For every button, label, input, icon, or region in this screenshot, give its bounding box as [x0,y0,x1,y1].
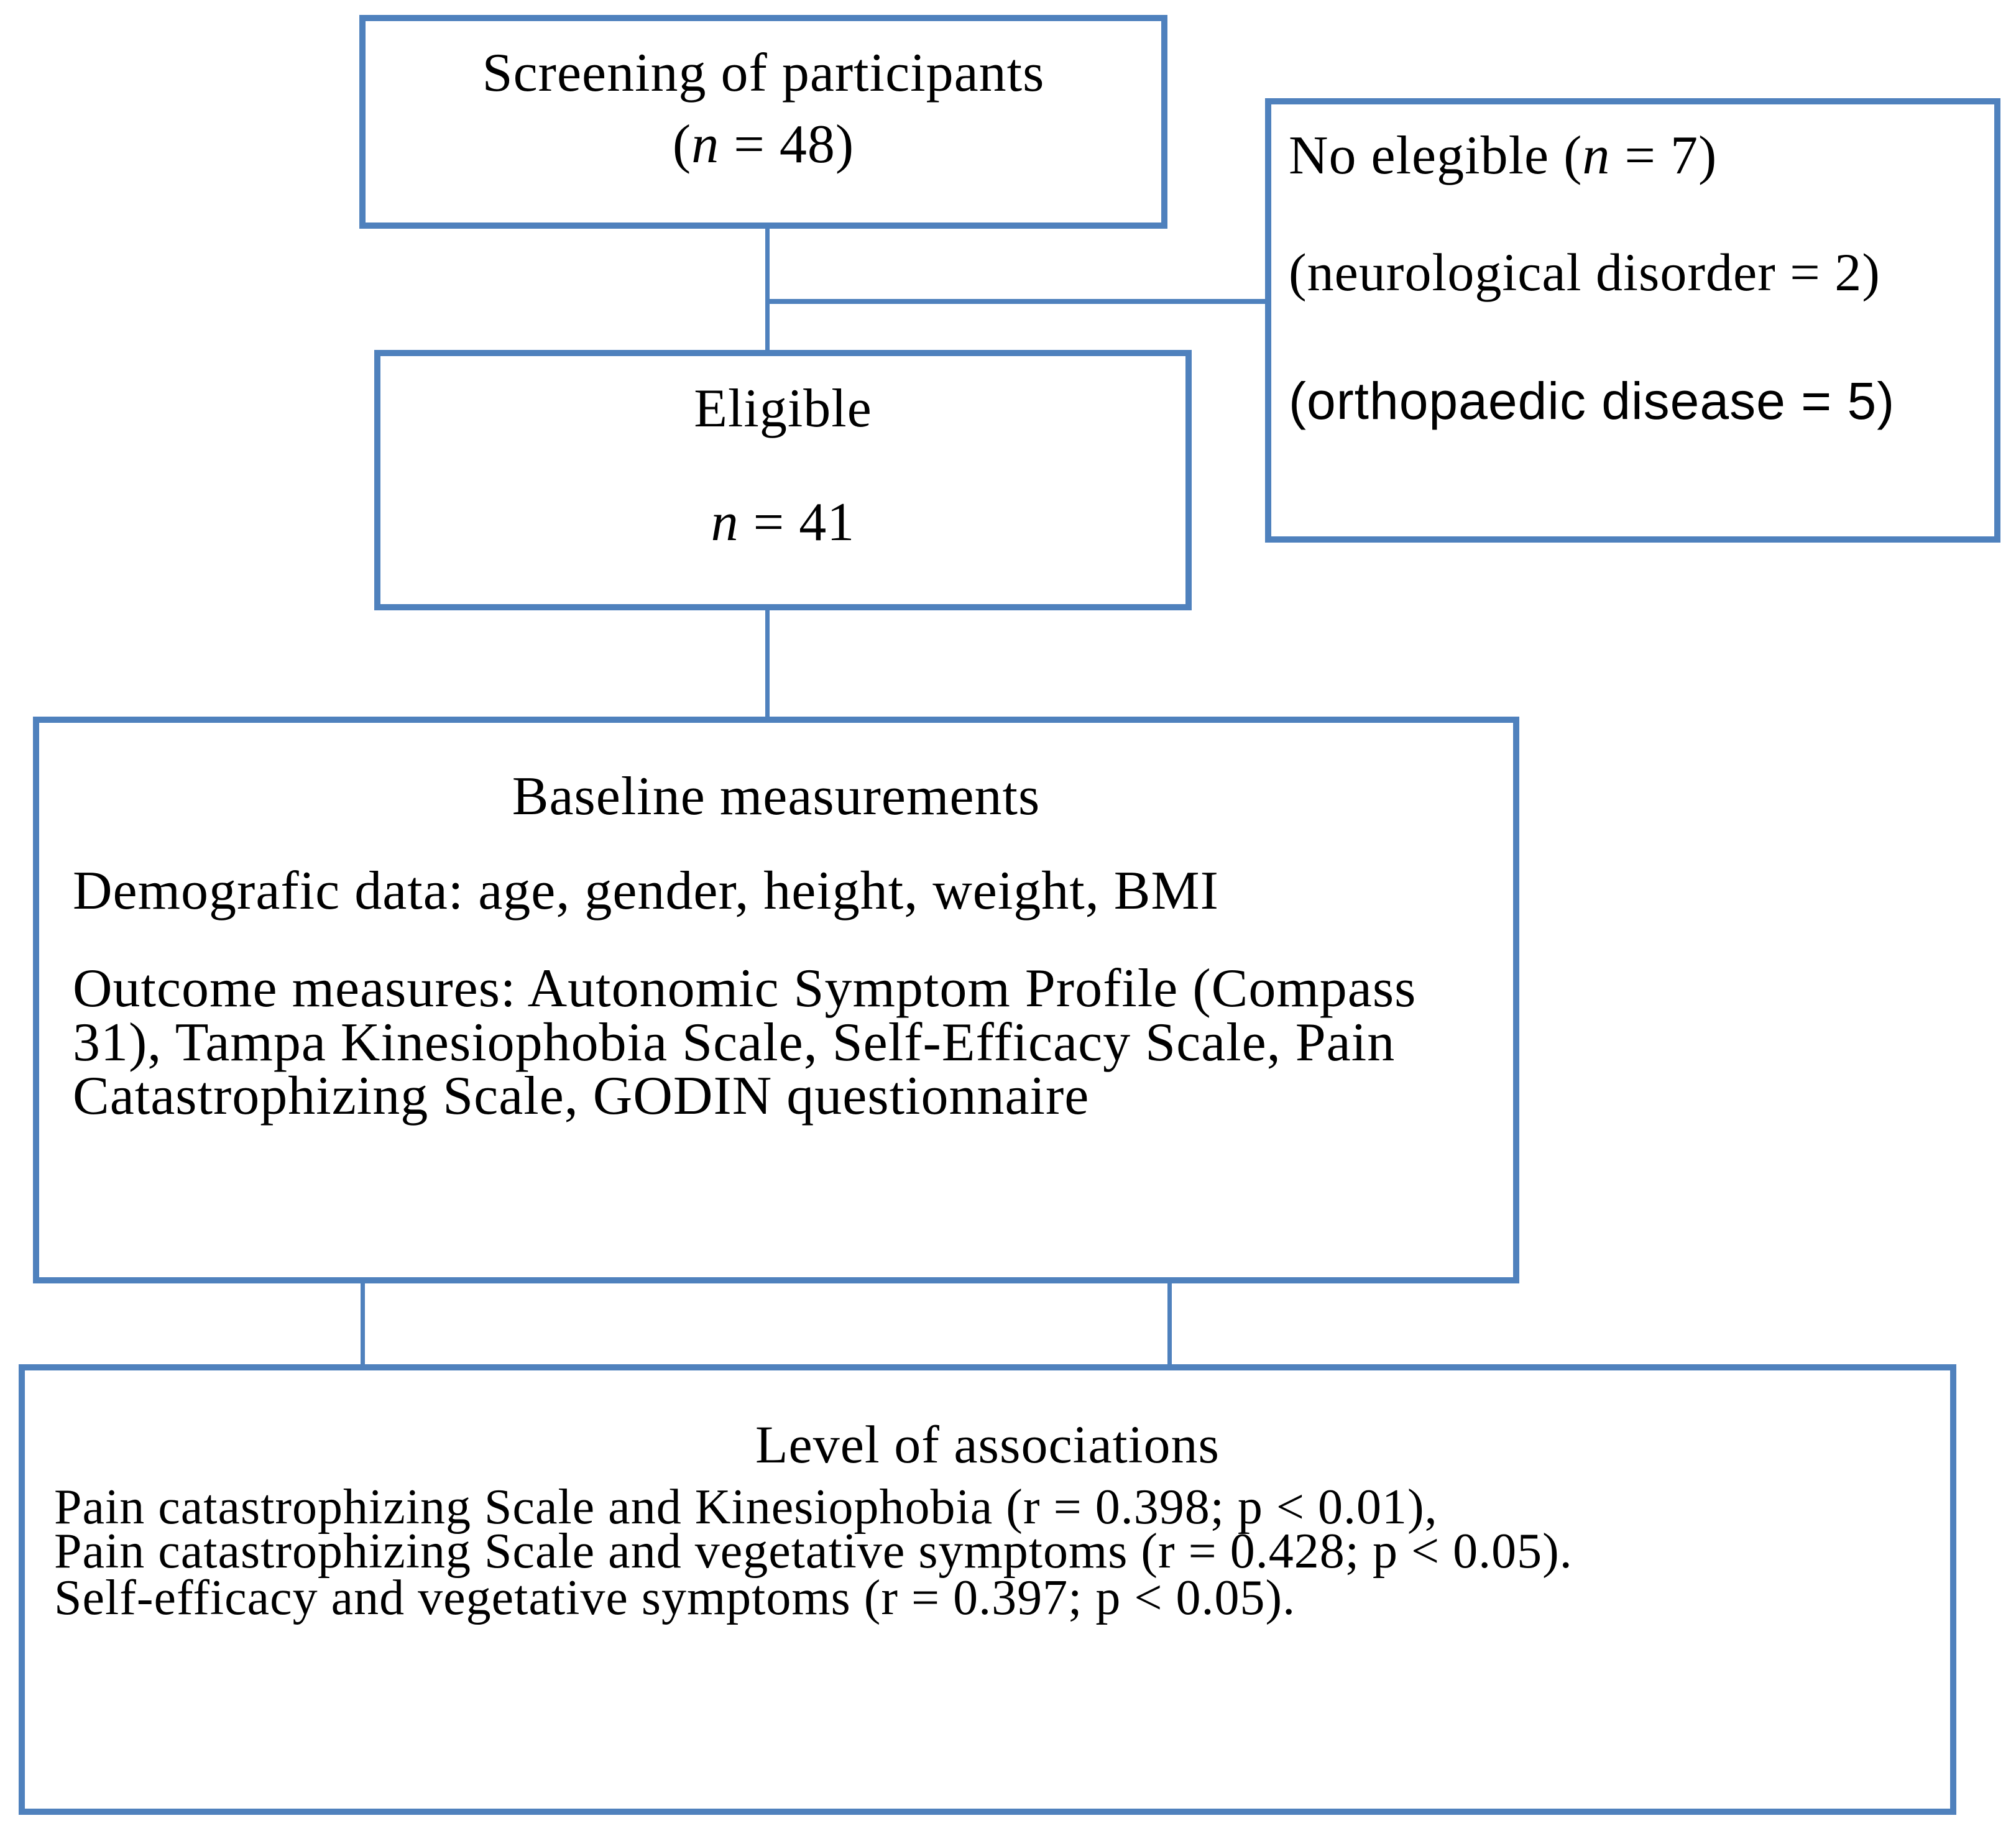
eligible-count [380,492,1185,553]
eligible-count-var: n [711,492,739,553]
screening-count-var: n [691,114,720,175]
eligible-title: Eligible [694,379,872,439]
not-eligible-line1-prefix: No elegible ( [1289,126,1583,186]
associations-title: Level of associations [755,1415,1220,1474]
connector-screening-to-eligible [765,229,770,350]
not-eligible-line1 [1289,126,1717,186]
screening-count-prefix: ( [672,114,692,175]
connector-baseline-to-associations-left [361,1283,365,1364]
connector-branch-to-not-eligible [765,299,1265,304]
screening-box [359,15,1167,229]
not-eligible-line1-suffix: = 7) [1610,126,1718,186]
associations-box [19,1364,1956,1815]
connector-eligible-to-baseline [765,610,770,717]
baseline-outcome-line-1: Outcome measures: Autonomic Symptom Profile (Compass [73,958,1417,1019]
not-eligible-line2: (neurological disorder = 2) [1289,242,1880,302]
baseline-box [33,717,1519,1283]
baseline-demographic-line: Demografic data: age, gender, height, weight, BMI [73,861,1219,921]
not-eligible-box [1265,98,2000,543]
screening-title [366,43,1161,103]
baseline-outcome-line-2: 31), Tampa Kinesiophobia Scale, Self-Efficacy Scale, Pain [73,1012,1396,1073]
baseline-outcome-line-3: Catastrophizing Scale, GODIN questionnaire [73,1066,1090,1126]
screening-count-suffix: = 48) [719,114,855,175]
eligible-box [374,350,1192,610]
associations-line-3: Self-efficacy and vegetative symptoms (r = 0.397; p < 0.05). [54,1571,1296,1625]
screening-count [366,114,1161,175]
not-eligible-line3: (orthopaedic disease = 5) [1289,372,1895,430]
eligible-count-suffix: = 41 [739,492,855,553]
baseline-title: Baseline measurements [512,766,1041,827]
associations-line-2: Pain catastrophizing Scale and vegetative symptoms (r = 0.428; p < 0.05). [54,1524,1573,1579]
connector-baseline-to-associations-right [1167,1283,1172,1364]
associations-line-1: Pain catastrophizing Scale and Kinesiophobia (r = 0.398; p < 0.01), [54,1480,1438,1535]
screening-title-text: Screening of participants [482,43,1045,103]
not-eligible-line1-var: n [1582,126,1611,186]
